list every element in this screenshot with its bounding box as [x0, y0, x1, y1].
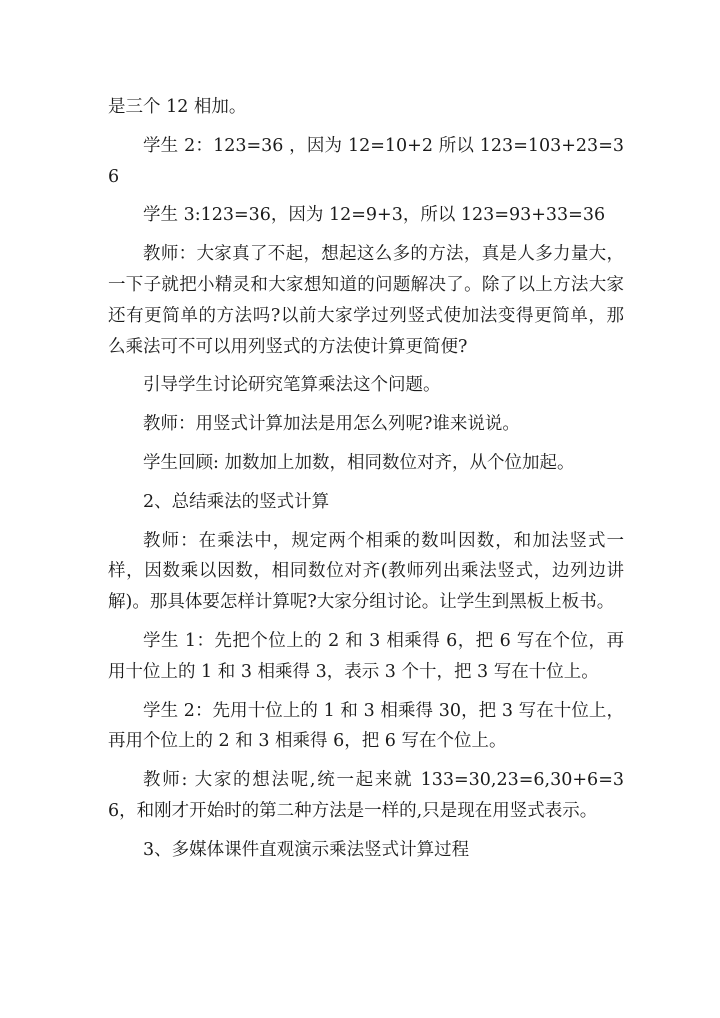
paragraph-12: 教师: 大家的想法呢,统一起来就 133=30,23=6,30+6=36，和刚才开始时的第二种方法是一样的,只是现在用竖式表示。	[108, 770, 624, 821]
document-body	[108, 92, 624, 866]
paragraph-1: 是三个 12 相加。	[108, 97, 247, 117]
paragraph-9: 教师：在乘法中，规定两个相乘的数叫因数，和加法竖式一样，因数乘以因数，相同数位对齐(教师列出乘法竖式，边列边讲解)。那具体要怎样计算呢?大家分组讨论。让学生到黑板上板书。	[108, 530, 624, 613]
section-heading-3: 3、多媒体课件直观演示乘法竖式计算过程	[143, 839, 470, 860]
paragraph-10: 学生 1：先把个位上的 2 和 3 相乘得 6，把 6 写在个位，再用十位上的 1 和 3 相乘得 3，表示 3 个十，把 3 写在十位上。	[108, 630, 624, 682]
paragraph-7: 学生回顾: 加数加上加数，相同数位对齐，从个位加起。	[143, 452, 575, 473]
paragraph-3: 学生 3:123=36，因为 12=9+3，所以 123=93+33=36	[143, 205, 606, 226]
paragraph-2: 学生 2：123=36 ，因为 12=10+2 所以 123=103+23=36	[108, 135, 624, 187]
paragraph-4: 教师：大家真了不起，想起这么多的方法，真是人多力量大，一下子就把小精灵和大家想知道的问题解决了。除了以上方法大家还有更简单的方法吗?以前大家学过列竖式使加法变得更简单，那么乘法可不可以用列竖式的方法使计算更简便?	[108, 244, 624, 357]
paragraph-11: 学生 2：先用十位上的 1 和 3 相乘得 30，把 3 写在十位上，再用个位上的 2 和 3 相乘得 6，把 6 写在个位上。	[108, 700, 624, 752]
paragraph-5: 引导学生讨论研究笔算乘法这个问题。	[143, 375, 441, 396]
section-heading-2: 2、总结乘法的竖式计算	[143, 491, 330, 512]
paragraph-6: 教师：用竖式计算加法是用怎么列呢?谁来说说。	[143, 414, 520, 435]
